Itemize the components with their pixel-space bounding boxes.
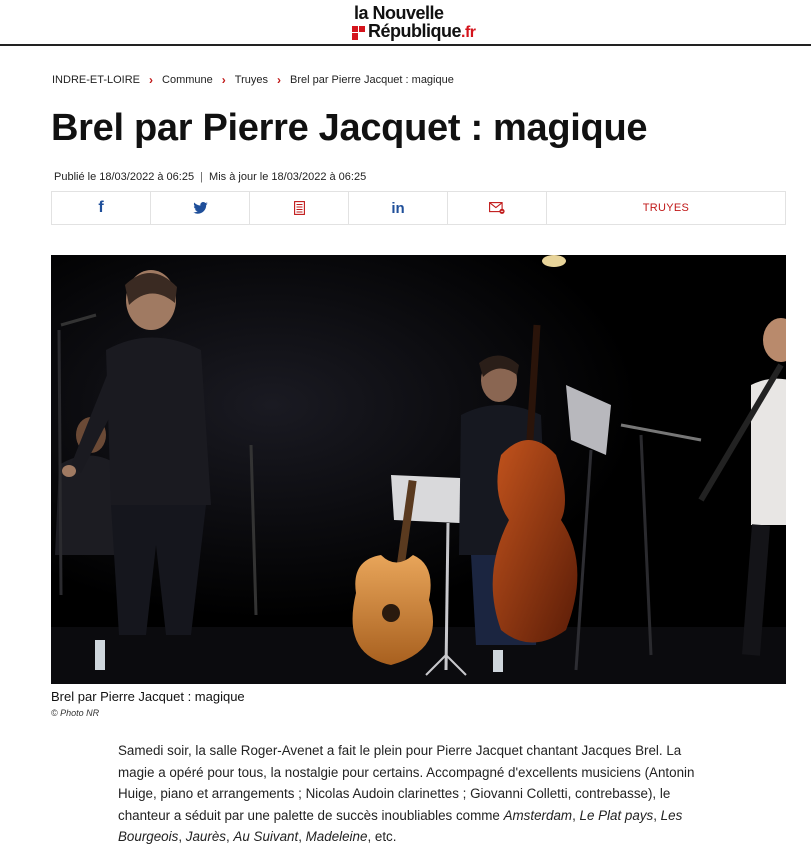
email-icon: [489, 202, 505, 214]
song-title: Madeleine: [305, 829, 368, 844]
site-logo[interactable]: [352, 4, 492, 42]
meta-separator: |: [200, 171, 203, 183]
print-button[interactable]: [250, 192, 349, 224]
facebook-icon: f: [98, 199, 104, 216]
comma: ,: [653, 807, 661, 823]
site-header: [0, 0, 811, 46]
updated-date: Mis à jour le 18/03/2022 à 06:25: [209, 171, 367, 183]
breadcrumb-commune[interactable]: Commune: [162, 74, 213, 86]
logo-line-2: [368, 22, 476, 42]
logo-tld: .fr: [461, 24, 476, 41]
published-date: Publié le 18/03/2022 à 06:25: [54, 171, 195, 183]
paragraph-end: , etc.: [367, 829, 397, 844]
paragraph-text: Samedi soir, la salle Roger-Avenet a fait le plein pour Pierre Jacquet chantant Jacques Brel. La magie a opéré pour tous, la nostalgie pour certains. Accompagné d'excellents musiciens (Antonin Huige, piano et arrangements ; Nicolas Audoin clarinettes ; Giovanni Colletti, contrebasse), le chanteur a séduit par une palette de succès inoubliables comme: [118, 743, 695, 823]
comma: ,: [298, 829, 306, 844]
share-linkedin-button[interactable]: [349, 192, 448, 224]
logo-mark-icon: [352, 26, 365, 40]
breadcrumb-town[interactable]: Truyes: [234, 74, 268, 86]
logo-line-1: la Nouvelle: [354, 3, 444, 23]
breadcrumb-department[interactable]: INDRE-ET-LOIRE: [52, 74, 141, 86]
share-facebook-button[interactable]: [52, 192, 151, 224]
photo-caption: Brel par Pierre Jacquet : magique: [51, 689, 245, 704]
comma: ,: [572, 807, 580, 823]
article-meta: [54, 171, 366, 183]
twitter-icon: [193, 202, 208, 214]
concert-photo-illustration: [51, 255, 786, 684]
photo-credit: © Photo NR: [51, 708, 100, 718]
article-photo: [51, 255, 786, 684]
song-title: Au Suivant: [233, 829, 299, 844]
song-title: Amsterdam: [503, 807, 573, 823]
share-bar: [51, 191, 786, 225]
comma: ,: [225, 829, 234, 844]
breadcrumb-current: Brel par Pierre Jacquet : magique: [289, 74, 454, 86]
song-title: Le Plat pays: [579, 807, 654, 823]
linkedin-icon: in: [391, 199, 405, 217]
chevron-right-icon: ›: [276, 73, 281, 87]
article-body: [118, 740, 716, 848]
logo-name: République: [368, 21, 461, 41]
tag-truyes-link[interactable]: TRUYES: [642, 202, 690, 214]
comma: ,: [178, 829, 186, 844]
share-twitter-button[interactable]: [151, 192, 250, 224]
song-title: Jaurès: [185, 829, 226, 844]
chevron-right-icon: ›: [149, 73, 154, 87]
share-email-button[interactable]: [448, 192, 547, 224]
breadcrumb: [52, 73, 454, 87]
song-title: Les Bourgeois: [118, 807, 683, 844]
article-title: Brel par Pierre Jacquet : magique: [51, 107, 648, 149]
article-paragraph: [118, 740, 716, 848]
chevron-right-icon: ›: [221, 73, 226, 87]
print-icon: [294, 201, 305, 215]
